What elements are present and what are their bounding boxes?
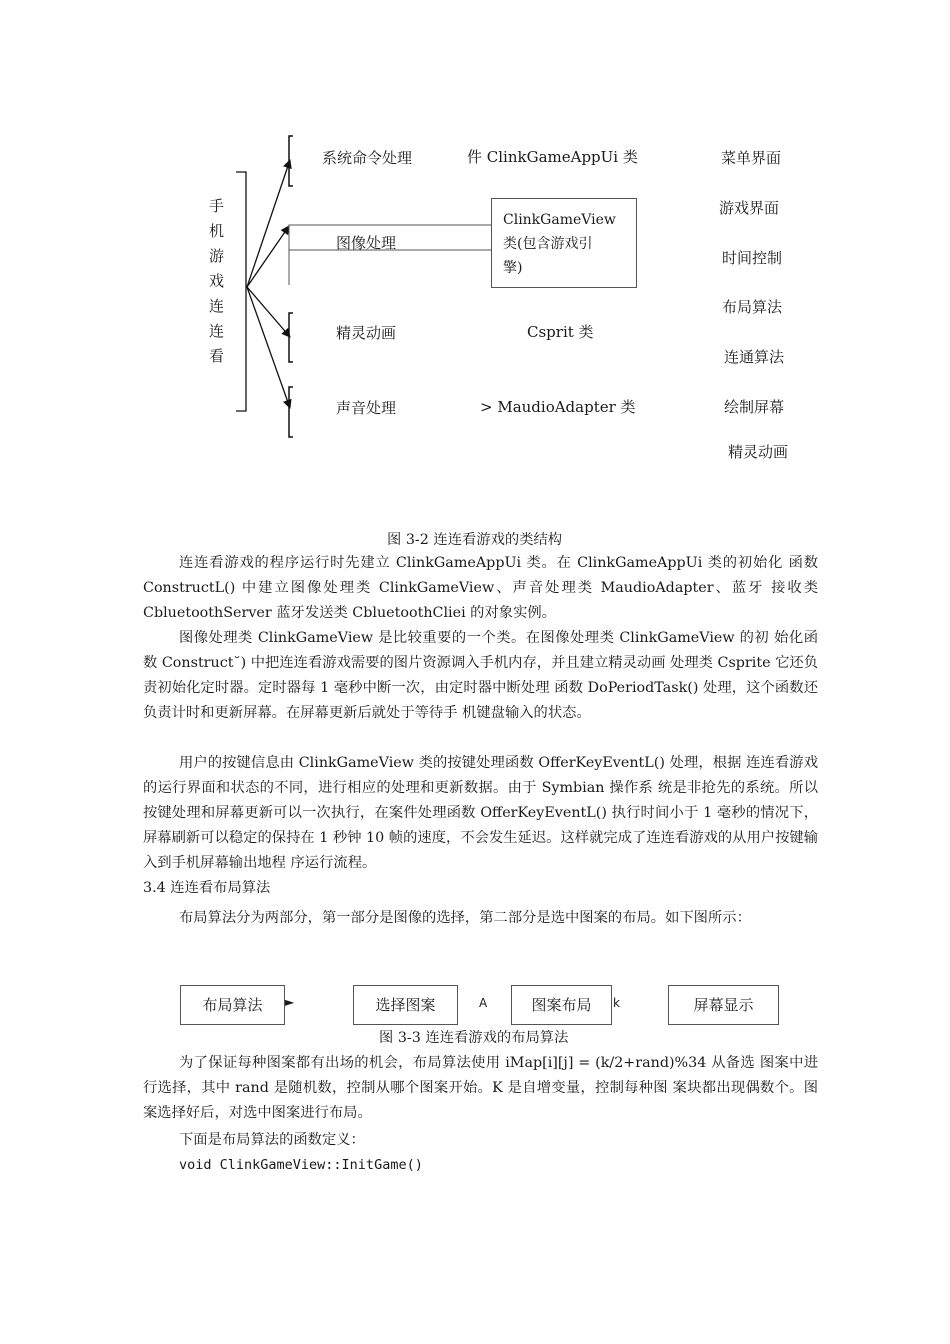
arrow-to-image: [247, 226, 289, 287]
class-view-box: [491, 198, 637, 288]
feature-item: 布局算法: [722, 298, 783, 316]
feature-item: 精灵动画: [728, 443, 789, 461]
feature-item: 游戏界面: [719, 199, 780, 217]
arrow-to-command: [247, 160, 290, 287]
diagram-lines: [0, 0, 950, 500]
flow-connector: k: [613, 996, 620, 1010]
flow-box-display: 屏幕显示: [668, 985, 779, 1025]
section-heading: 3.4 连连看布局算法: [143, 880, 271, 896]
task-image: 图像处理: [336, 234, 397, 252]
feature-item: 连通算法: [724, 348, 785, 366]
class-view-line: 类(包含游戏引: [503, 236, 593, 252]
paragraph: 用户的按键信息由 ClinkGameView 类的按键处理函数 OfferKeyEventL() 处理，根据 连连看游戏的运行界面和状态的不同，进行相应的处理和更新数据。由于 Symbian 操作系 统是非抢先的系统。所以按键处理和屏幕更新可以一次执行，在案件处理函数 OfferKeyEventL() 执行时间小于 1 毫秒的情况下，屏幕刷新可以稳定的保持在 1 秒钟 10 帧的速度，不会发生延迟。这样就完成了连连看游戏的从用户按键输入到手机屏幕输出地程 序运行流程。: [143, 755, 818, 871]
feature-item: 时间控制: [722, 249, 783, 267]
flow-connector: A: [479, 996, 488, 1010]
flow-box-select: 选择图案: [353, 985, 458, 1025]
class-view-line: ClinkGameView: [503, 212, 616, 228]
flow-connector: ►: [285, 995, 295, 1009]
paragraph: 图像处理类 ClinkGameView 是比较重要的一个类。在图像处理类 ClinkGameView 的初 始化函数 Construct˘) 中把连连看游戏需要的图片资源调入手机内存，并且建立精灵动画 处理类 Csprite 它还负责初始化定时器。定时器每 1 毫秒中断一次，由定时器中断处理 函数 DoPeriodTask() 处理，这个函数还负责计时和更新屏幕。在屏幕更新后就处于等待手 机键盘输入的状态。: [143, 630, 818, 721]
arrow-to-sound: [247, 287, 290, 408]
paragraph: 布局算法分为两部分，第一部分是图像的选择，第二部分是选中图案的布局。如下图所示：: [179, 910, 751, 926]
task-sound: 声音处理: [336, 399, 397, 417]
figure-caption: 图 3-2 连连看游戏的类结构: [387, 532, 563, 548]
arrow-to-sprite: [247, 287, 290, 337]
feature-item: 菜单界面: [721, 149, 782, 167]
class-audio: > MaudioAdapter 类: [480, 398, 636, 416]
code-line: void ClinkGameView::InitGame(): [179, 1157, 423, 1173]
root-char: 看: [209, 347, 225, 365]
class-view-line: 擎): [503, 260, 523, 276]
task-command: 系统命令处理: [322, 149, 413, 167]
figure-caption: 图 3-3 连连看游戏的布局算法: [379, 1030, 569, 1046]
root-char: 连: [209, 297, 225, 315]
root-char: 游: [209, 247, 225, 265]
paragraph: 连连看游戏的程序运行时先建立 ClinkGameAppUi 类。在 ClinkGameAppUi 类的初始化 函数 ConstructL() 中建立图像处理类 ClinkGameView、声音处理类 MaudioAdapter、蓝牙 接收类 CbluetoothServer 蓝牙发送类 CbluetoothCliei 的对象实例。: [143, 555, 818, 621]
root-char: 机: [209, 222, 225, 240]
root-char: 手: [209, 197, 225, 215]
root-char: 连: [209, 322, 225, 340]
flow-box-layout: 布局算法: [180, 985, 285, 1025]
root-bracket: [236, 172, 246, 411]
paragraph: 为了保证每种图案都有出场的机会，布局算法使用 iMap[i][j] = (k/2+rand)%34 从备选 图案中进行选择，其中 rand 是随机数，控制从哪个图案开始。K 是自增变量，控制每种图 案块都出现偶数个。图案选择好后，对选中图案进行布局。: [143, 1055, 818, 1121]
class-sprite: Csprit 类: [527, 323, 594, 341]
task-sprite: 精灵动画: [336, 324, 397, 342]
root-char: 戏: [209, 272, 225, 290]
class-appui: 件 ClinkGameAppUi 类: [467, 148, 638, 166]
flow-box-arrange: 图案布局: [511, 985, 612, 1025]
feature-item: 绘制屏幕: [724, 398, 785, 416]
paragraph: 下面是布局算法的函数定义：: [179, 1132, 365, 1148]
